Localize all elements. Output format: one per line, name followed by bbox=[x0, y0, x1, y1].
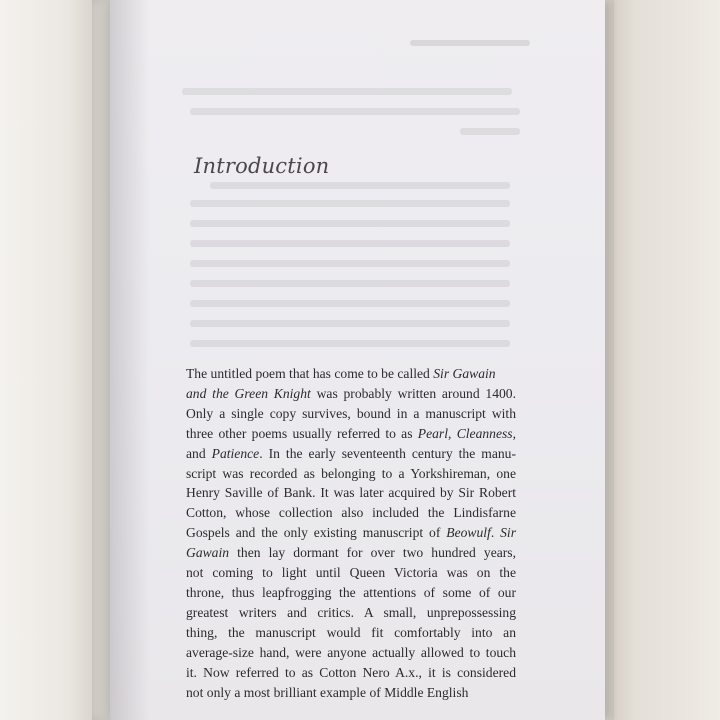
text-run: , bbox=[512, 425, 516, 441]
italic-title: Gawain bbox=[186, 545, 230, 561]
text-line bbox=[186, 523, 516, 543]
running-head-bleedthrough bbox=[410, 40, 530, 46]
bleedthrough-line bbox=[190, 240, 510, 247]
text-run: throne, thus leapfrogging the attentions of some of our bbox=[186, 584, 516, 600]
text-run: Only a single copy survives, bound in a manuscript with bbox=[186, 405, 516, 421]
text-run: not coming to light until Queen Victoria was on the bbox=[186, 565, 516, 581]
text-line bbox=[186, 483, 516, 503]
text-run: The untitled poem that has come to be called bbox=[186, 366, 434, 381]
text-line bbox=[186, 543, 516, 563]
italic-title: Pearl bbox=[417, 425, 448, 441]
bleedthrough-line bbox=[210, 182, 510, 189]
text-line bbox=[186, 503, 516, 523]
chapter-heading: Introduction bbox=[194, 154, 330, 178]
text-line bbox=[186, 364, 516, 384]
italic-title: Sir bbox=[500, 525, 516, 541]
text-run: it. Now referred to as Cotton Nero A.x., it is considered bbox=[186, 664, 516, 680]
text-run: not only a most brilliant example of Middle English bbox=[186, 684, 469, 700]
bleedthrough-line bbox=[190, 220, 510, 227]
text-run: average-size hand, were anyone actually allowed to touch bbox=[186, 644, 516, 660]
bleedthrough-line bbox=[190, 280, 510, 287]
text-run: . bbox=[490, 525, 501, 541]
bleedthrough-line bbox=[190, 320, 510, 327]
body-paragraph bbox=[186, 364, 516, 702]
bleedthrough-line bbox=[190, 300, 510, 307]
text-run: was probably written around 1400. bbox=[310, 385, 516, 401]
text-run: script was recorded as belonging to a Yorkshireman, one bbox=[186, 465, 516, 481]
text-run: . In the early seventeenth century the manu- bbox=[259, 445, 516, 461]
italic-title: and the Green Knight bbox=[186, 385, 311, 401]
bleedthrough-line bbox=[190, 200, 510, 207]
text-run: thing, the manuscript would fit comfortably into an bbox=[186, 624, 516, 640]
text-line bbox=[186, 464, 516, 484]
text-line bbox=[186, 444, 516, 464]
text-run: and bbox=[186, 445, 212, 461]
bleedthrough-line bbox=[182, 88, 512, 95]
text-line bbox=[186, 683, 516, 703]
text-line bbox=[186, 663, 516, 683]
text-run: three other poems usually referred to as bbox=[186, 425, 418, 441]
text-run: greatest writers and critics. A small, unprepossessing bbox=[186, 604, 516, 620]
text-line bbox=[186, 643, 516, 663]
text-run: Cotton, whose collection also included the Lindisfarne bbox=[186, 505, 516, 521]
text-line bbox=[186, 583, 516, 603]
italic-title: Beowulf bbox=[446, 525, 491, 541]
text-line bbox=[186, 424, 516, 444]
text-run: then lay dormant for over two hundred years, bbox=[229, 545, 516, 561]
text-line bbox=[186, 404, 516, 424]
bleedthrough-line bbox=[460, 128, 520, 135]
bleedthrough-line bbox=[190, 340, 510, 347]
text-line bbox=[186, 384, 516, 404]
text-line bbox=[186, 603, 516, 623]
text-run: Henry Saville of Bank. It was later acquired by Sir Robert bbox=[186, 485, 516, 501]
text-run: , bbox=[448, 425, 457, 441]
text-line bbox=[186, 563, 516, 583]
italic-title: Cleanness bbox=[456, 425, 513, 441]
text-run: Gospels and the only existing manuscript of bbox=[186, 525, 447, 541]
bleedthrough-line bbox=[190, 108, 520, 115]
italic-title: Patience bbox=[211, 445, 260, 461]
text-line bbox=[186, 623, 516, 643]
italic-title: Sir Gawain bbox=[433, 366, 496, 381]
bleedthrough-line bbox=[190, 260, 510, 267]
